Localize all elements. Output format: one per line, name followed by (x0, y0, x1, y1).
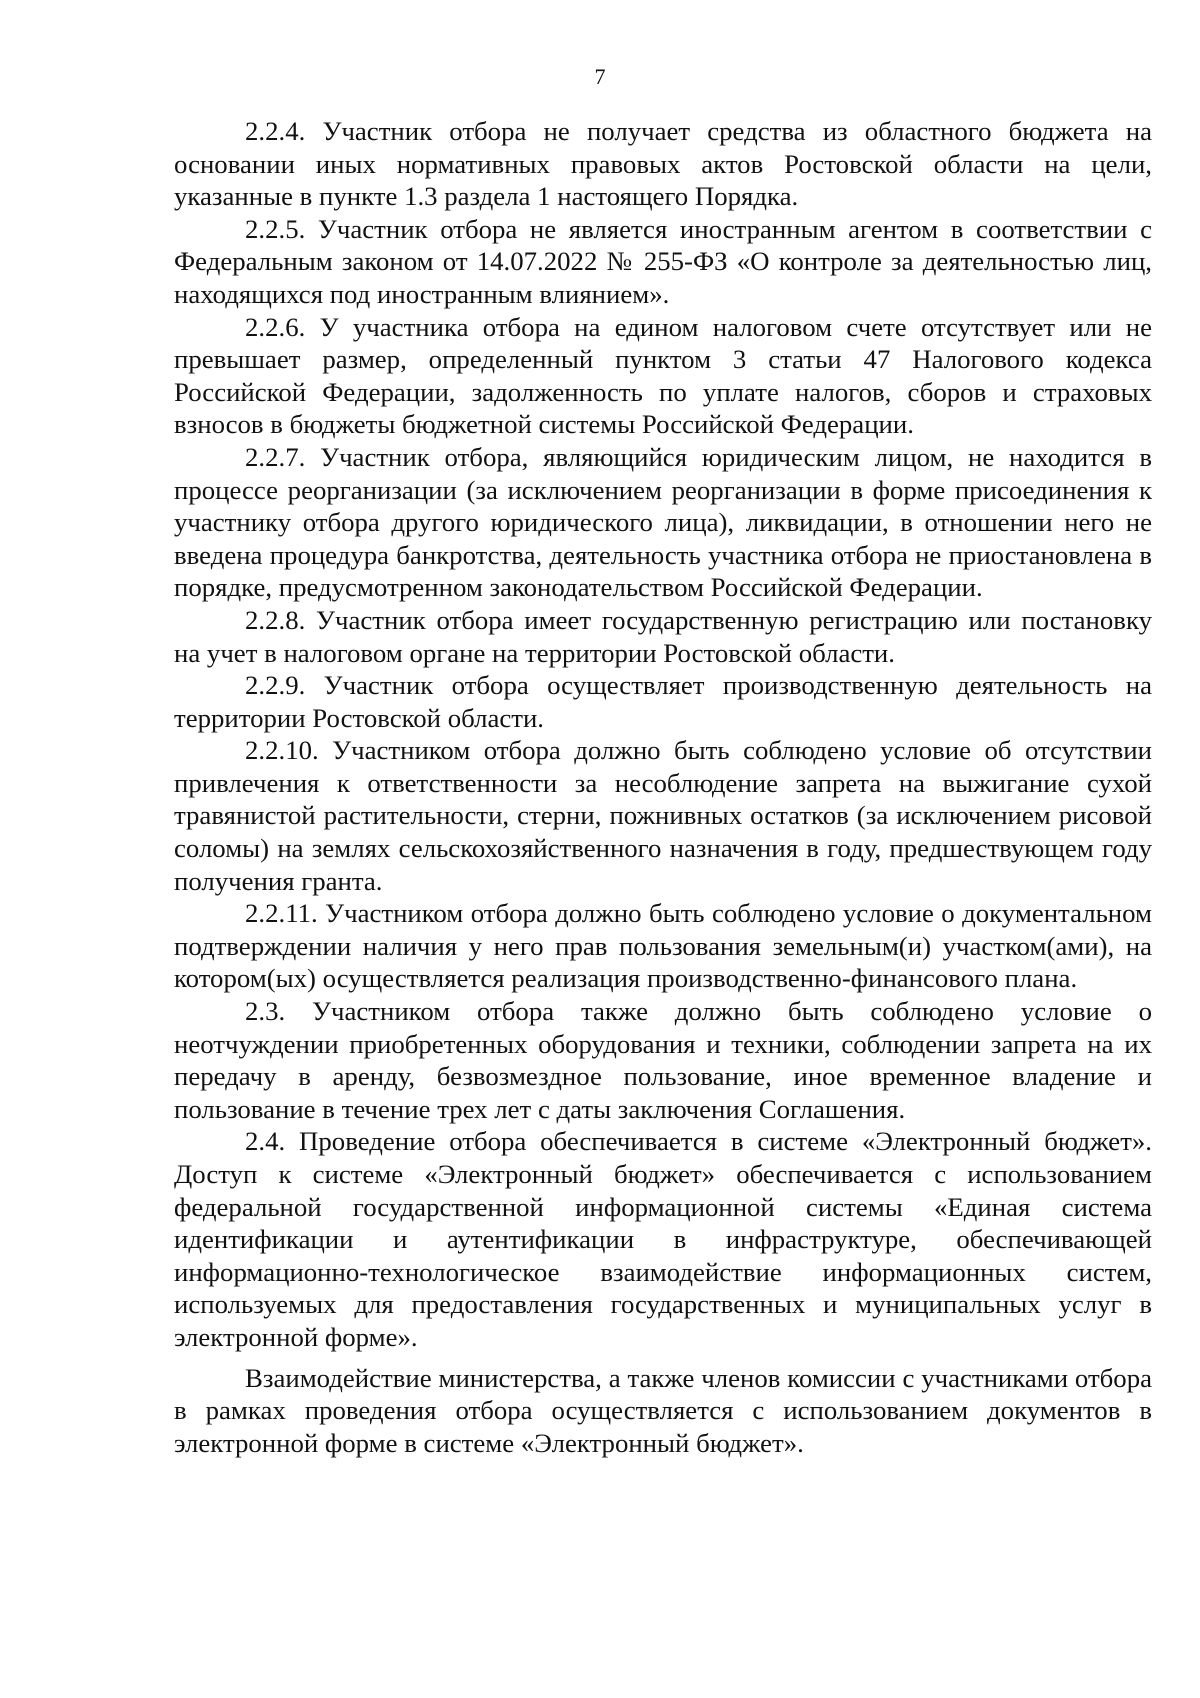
paragraph-2-2-11: 2.2.11. Участником отбора должно быть соблюдено условие о документальном подтверждении наличия у него прав пользования земельным(и) участком(ами), на котором(ых) осуществляется реализация производственно-финансового плана. (174, 898, 1152, 994)
paragraph-2-2-10: 2.2.10. Участником отбора должно быть соблюдено условие об отсутствии привлечения к ответственности за несоблюдение запрета на выжигание сухой травянистой растительности, стерни, пожнивных остатков (за исключением рисовой соломы) на землях сельскохозяйственного назначения в году, предшествующем году получения гранта. (174, 735, 1152, 896)
paragraph-2-2-7: 2.2.7. Участник отбора, являющийся юридическим лицом, не находится в процессе реорганизации (за исключением реорганизации в форме присоединения к участнику отбора другого юридического лица), ликвидации, в отношении него не введена процедура банкротства, деятельность участника отбора не приостановлена в порядке, предусмотренном законодательством Российской Федерации. (174, 441, 1152, 603)
paragraph-2-2-9: 2.2.9. Участник отбора осуществляет производственную деятельность на территории Ростовской области. (174, 670, 1152, 733)
paragraph-2-3: 2.3. Участником отбора также должно быть соблюдено условие о неотчуждении приобретенных оборудования и техники, соблюдении запрета на их передачу в аренду, безвозмездное пользование, иное временное владение и пользование в течение трех лет с даты заключения Соглашения. (174, 996, 1152, 1124)
document-body (174, 115, 1152, 1459)
paragraph-2-2-6: 2.2.6. У участника отбора на едином налоговом счете отсутствует или не превышает размер, определенный пунктом 3 статьи 47 Налогового кодекса Российской Федерации, задолженность по уплате налогов, сборов и страховых взносов в бюджеты бюджетной системы Российской Федерации. (174, 311, 1152, 440)
paragraph-2-4: 2.4. Проведение отбора обеспечивается в системе «Электронный бюджет». Доступ к системе «Электронный бюджет» обеспечивается с использованием федеральной государственной информационной системы «Единая система идентификации и аутентификации в инфраструктуре, обеспечивающей информационно-технологическое взаимодействие информационных систем, используемых для предоставления государственных и муниципальных услуг в электронной форме». (174, 1126, 1152, 1352)
page-number: 7 (594, 64, 606, 89)
paragraph-2-2-5: 2.2.5. Участник отбора не является иностранным агентом в соответствии с Федеральным законом от 14.07.2022 № 255-ФЗ «О контроле за деятельностью лиц, находящихся под иностранным влиянием». (174, 213, 1152, 309)
paragraph-2-2-4: 2.2.4. Участник отбора не получает средства из областного бюджета на основании иных нормативных правовых актов Ростовской области на цели, указанные в пункте 1.3 раздела 1 настоящего Порядка. (174, 116, 1152, 212)
paragraph-2-2-8: 2.2.8. Участник отбора имеет государственную регистрацию или постановку на учет в налоговом органе на территории Ростовской области. (174, 604, 1152, 668)
paragraph-interaction: Взаимодействие министерства, а также членов комиссии с участниками отбора в рамках проведения отбора осуществляется с использованием документов в электронной форме в системе «Электронный бюджет». (174, 1362, 1152, 1458)
